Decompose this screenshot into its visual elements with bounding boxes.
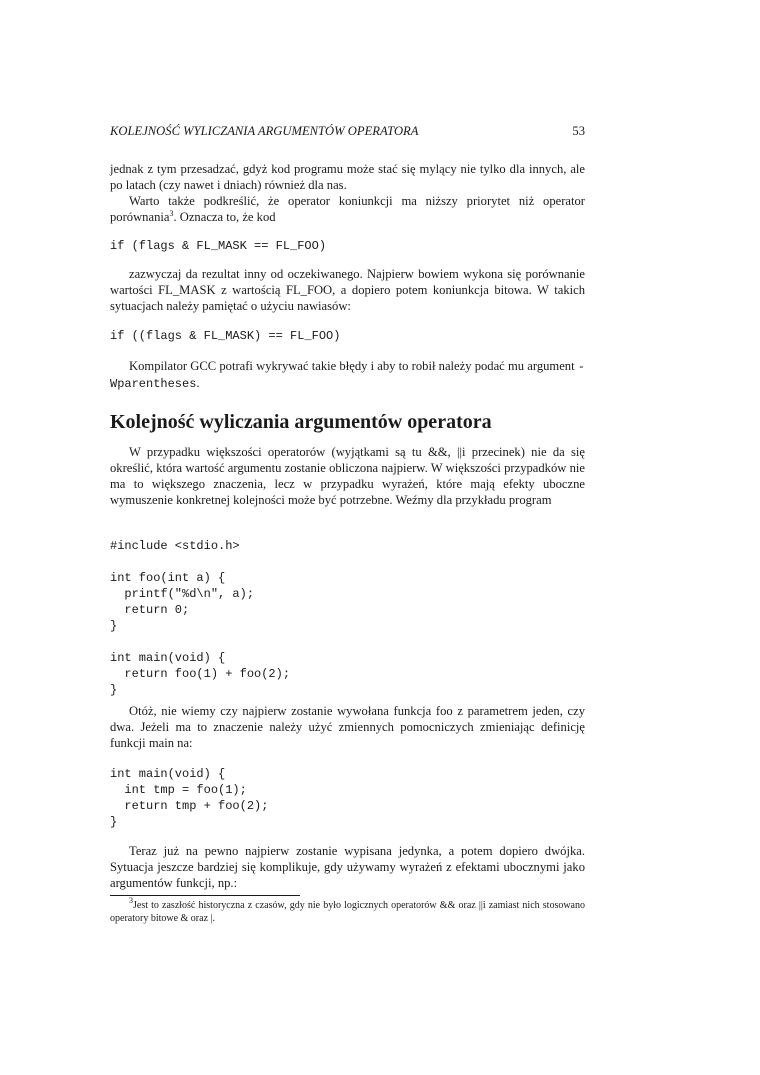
- paragraph-7: [110, 843, 585, 891]
- paragraph-6: [110, 703, 585, 751]
- paragraph-6-text: Otóż, nie wiemy czy najpierw zostanie wywołana funkcja foo z parametrem jeden, czy dwa. Jeżeli ma to znaczenie należy użyć zmiennych pomocniczych zmieniając definicję funkcji main na:: [110, 704, 585, 750]
- section-heading: Kolejność wyliczania argumentów operatora: [110, 411, 492, 433]
- code-block-4: int main(void) { int tmp = foo(1); return tmp + foo(2); }: [110, 767, 269, 829]
- paragraph-2: [110, 193, 585, 225]
- footnote-mark: 3: [129, 896, 133, 905]
- paragraph-5: [110, 444, 585, 508]
- paragraph-2-tail: . Oznacza to, że kod: [173, 210, 276, 224]
- footnote-body: Jest to zaszłość historyczna z czasów, gdy nie było logicznych operatorów && oraz ||i zamiast nich stosowano operatory bitowe & oraz |.: [110, 900, 585, 924]
- paragraph-3-text: zazwyczaj da rezultat inny od oczekiwanego. Najpierw bowiem wykona się porównanie wartości FL_MASK z wartością FL_FOO, a dopiero potem koniunkcja bitowa. W takich sytuacjach należy pamiętać o użyciu nawiasów:: [110, 267, 585, 313]
- paragraph-4: [110, 358, 585, 392]
- code-block-2: if ((flags & FL_MASK) == FL_FOO): [110, 329, 341, 343]
- paragraph-5-text: W przypadku większości operatorów (wyjątkami są tu &&, ||i przecinek) nie da się określić, która wartość argumentu zostanie obliczona najpierw. W większości przypadków nie ma to większego znaczenia, lecz w przypadku wyrażeń, które mają efekty uboczne wymuszenie konkretnej kolejności może być potrzebne. Weźmy dla przykładu program: [110, 445, 585, 507]
- paragraph-2-text: Warto także podkreślić, że operator koniunkcji ma niższy priorytet niż operator porównania: [110, 194, 585, 224]
- page-number: 53: [572, 124, 585, 138]
- paragraph-4-end: .: [196, 376, 200, 390]
- paragraph-1: [110, 161, 585, 225]
- paragraph-3: [110, 266, 585, 314]
- footnote: [110, 896, 585, 925]
- paragraph-4-lead: Kompilator GCC potrafi wykrywać takie błędy i aby to robił należy podać mu argument: [129, 359, 578, 373]
- inline-code-wparentheses: -Wparentheses: [110, 360, 585, 391]
- footnote-divider: [110, 895, 300, 896]
- paragraph-7-text: Teraz już na pewno najpierw zostanie wypisana jedynka, a potem dopiero dwójka. Sytuacja jeszcze bardziej się komplikuje, gdy używamy wyrażeń z efektami ubocznymi jako argumentów funkcji, np.:: [110, 844, 585, 890]
- code-block-3: #include <stdio.h> int foo(int a) { printf("%d\n", a); return 0; } int main(void) { return foo(1) + foo(2); }: [110, 539, 291, 697]
- footnote-text: [110, 896, 585, 925]
- code-block-1: if (flags & FL_MASK == FL_FOO): [110, 239, 327, 253]
- footnote-ref: 3: [169, 209, 174, 218]
- paragraph-1-text: jednak z tym przesadzać, gdyż kod programu może stać się mylący nie tylko dla innych, ale po latach (czy nawet i dniach) również dla nas.: [110, 162, 585, 192]
- paragraph-4-text: [110, 358, 585, 392]
- running-header: [110, 123, 585, 139]
- running-title: KOLEJNOŚĆ WYLICZANIA ARGUMENTÓW OPERATORA: [110, 124, 419, 138]
